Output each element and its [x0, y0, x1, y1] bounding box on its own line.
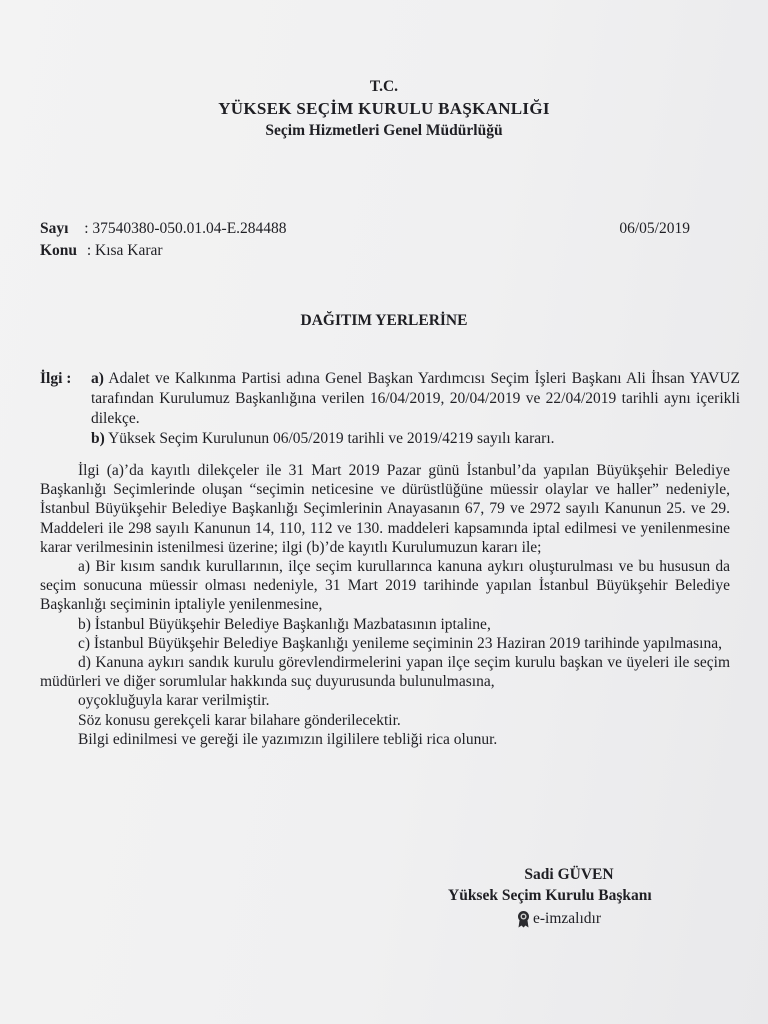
signatory-name: Sadi GÜVEN — [524, 866, 614, 883]
reference-a-key: a) — [91, 370, 104, 387]
letterhead-institution: YÜKSEK SEÇİM KURULU BAŞKANLIĞI — [218, 99, 550, 118]
e-signature-text: e-imzalıdır — [533, 910, 601, 927]
recipients-heading: DAĞITIM YERLERİNE — [300, 312, 468, 329]
signatory-title: Yüksek Seçim Kurulu Başkanı — [448, 887, 652, 904]
signature-block — [448, 864, 708, 929]
reference-b — [91, 429, 740, 449]
subject-value: : Kısa Karar — [86, 242, 163, 259]
vote-result: oyçokluğuyla karar verilmiştir. — [78, 692, 270, 710]
closing-request: Bilgi edinilmesi ve gereği ile yazımızın ilgililere tebliği rica olunur. — [78, 730, 498, 748]
letterhead-republic: T.C. — [369, 78, 399, 95]
e-signature-seal-icon — [516, 910, 531, 928]
references-label: İlgi : — [40, 370, 72, 387]
decision-item-c: c) İstanbul Büyükşehir Belediye Başkanlığı yenileme seçiminin 23 Haziran 2019 tarihinde yapılmasına, — [78, 634, 722, 652]
reference-number-label: Sayı — [40, 220, 69, 237]
decision-item-a: a) Bir kısım sandık kurullarının, ilçe seçim kurullarınca kanuna aykırı oluşturulması ve bu hususun da seçim sonucuna müessir olması nedeniyle, 31 Mart 2019 tarihinde yapılan İstanbul Büyükşehir Belediye Başkanlığı seçiminin iptaliyle yenilenmesine, — [40, 558, 730, 614]
reference-a — [91, 369, 740, 429]
body-intro-paragraph: İlgi (a)’da kayıtlı dilekçeler ile 31 Mart 2019 Pazar günü İstanbul’da yapılan Büyükşehir Belediye Başkanlığı Seçimlerinde oluşan “seçimin neticesine ve dürüstlüğüne müessir olaylar ve haller” nedeniyle, İstanbul Büyükşehir Belediye Başkanlığı Seçimlerinin Anayasanın 67, 79 ve 2972 sayılı Kanunun 25. ve 29. Maddeleri ile 298 sayılı Kanunun 14, 110, 112 ve 130. maddeleri kapsamında iptal edilmesi ve yenilenmesine karar verilmesinin istenilmesi üzerine; ilgi (b)’de kayıtlı Kurulumuzun kararı ile; — [40, 462, 730, 556]
subject-label: Konu — [40, 242, 78, 259]
e-signature-note — [516, 908, 708, 929]
letter-date: 06/05/2019 — [619, 220, 690, 237]
decision-item-b: b) İstanbul Büyükşehir Belediye Başkanlığı Mazbatasının iptaline, — [78, 615, 491, 633]
letter-body — [40, 461, 730, 749]
reference-a-text: Adalet ve Kalkınma Partisi adına Genel Başkan Yardımcısı Seçim İşleri Başkanı Ali İhsan YAVUZ tarafından Kurulumuz Başkanlığına verilen 16/04/2019, 20/04/2019 ve 22/04/2019 tarihli aynı içerikli dilekçe. — [91, 370, 740, 427]
reference-number-row — [40, 218, 287, 240]
references-section — [40, 369, 740, 449]
letterhead-department: Seçim Hizmetleri Genel Müdürlüğü — [265, 122, 503, 139]
subject-row — [40, 240, 163, 262]
reasoned-decision-note: Söz konusu gerekçeli karar bilahare gönderilecektir. — [78, 711, 401, 729]
reference-number-value: : 37540380-050.01.04-E.284488 — [84, 220, 287, 237]
reference-b-text: Yüksek Seçim Kurulunun 06/05/2019 tarihli ve 2019/4219 sayılı kararı. — [108, 430, 555, 447]
decision-item-d: d) Kanuna aykırı sandık kurulu görevlendirmelerini yapan ilçe seçim kurulu başkan ve üyeleri ile seçim müdürleri ve diğer sorumlular hakkında suç duyurusunda bulunulmasına, — [40, 654, 730, 691]
reference-b-key: b) — [91, 430, 105, 447]
letterhead — [0, 76, 768, 142]
